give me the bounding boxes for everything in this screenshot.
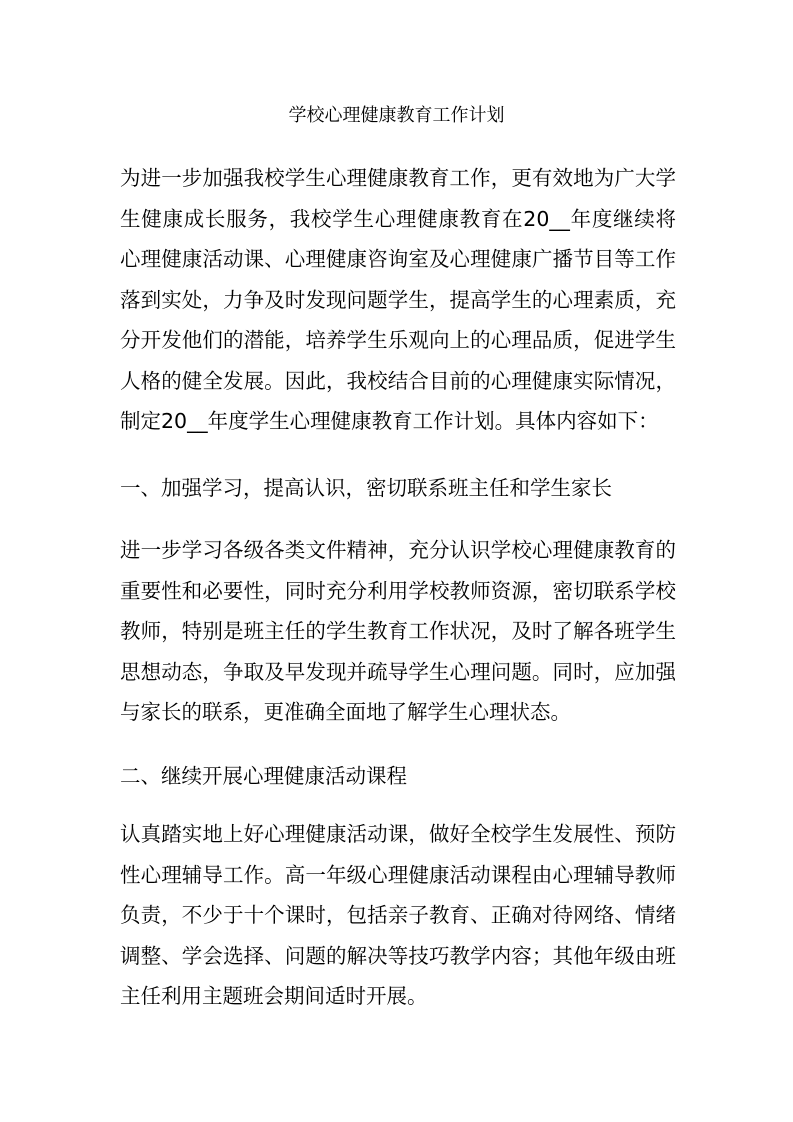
- document-title: 学校心理健康教育工作计划: [288, 105, 505, 126]
- section-2-heading: 二、继续开展心理健康活动课程: [120, 764, 407, 788]
- intro-paragraph: 为进一步加强我校学生心理健康教育工作，更有效地为广大学生健康成长服务，我校学生心理健康教育在20__年度继续将心理健康活动课、心理健康咨询室及心理健康广播节目等工作落到实处，力争及时发现问题学生，提高学生的心理素质，充分开发他们的潜能，培养学生乐观向上的心理品质，促进学生人格的健全发展。因此，我校结合目前的心理健康实际情况，制定20__年度学生心理健康教育工作计划。具体内容如下：: [120, 166, 676, 433]
- section-2-body: 认真踏实地上好心理健康活动课，做好全校学生发展性、预防性心理辅导工作。高一年级心理健康活动课程由心理辅导教师负责，不少于十个课时，包括亲子教育、正确对待网络、情绪调整、学会选择、问题的解决等技巧教学内容；其他年级由班主任利用主题班会期间适时开展。: [120, 822, 676, 1008]
- section-1-heading: 一、加强学习，提高认识，密切联系班主任和学生家长: [120, 476, 612, 500]
- section-1-body: 进一步学习各级各类文件精神，充分认识学校心理健康教育的重要性和必要性，同时充分利用学校教师资源，密切联系学校教师，特别是班主任的学生教育工作状况，及时了解各班学生思想动态，争取及早发现并疏导学生心理问题。同时，应加强与家长的联系，更准确全面地了解学生心理状态。: [120, 538, 676, 724]
